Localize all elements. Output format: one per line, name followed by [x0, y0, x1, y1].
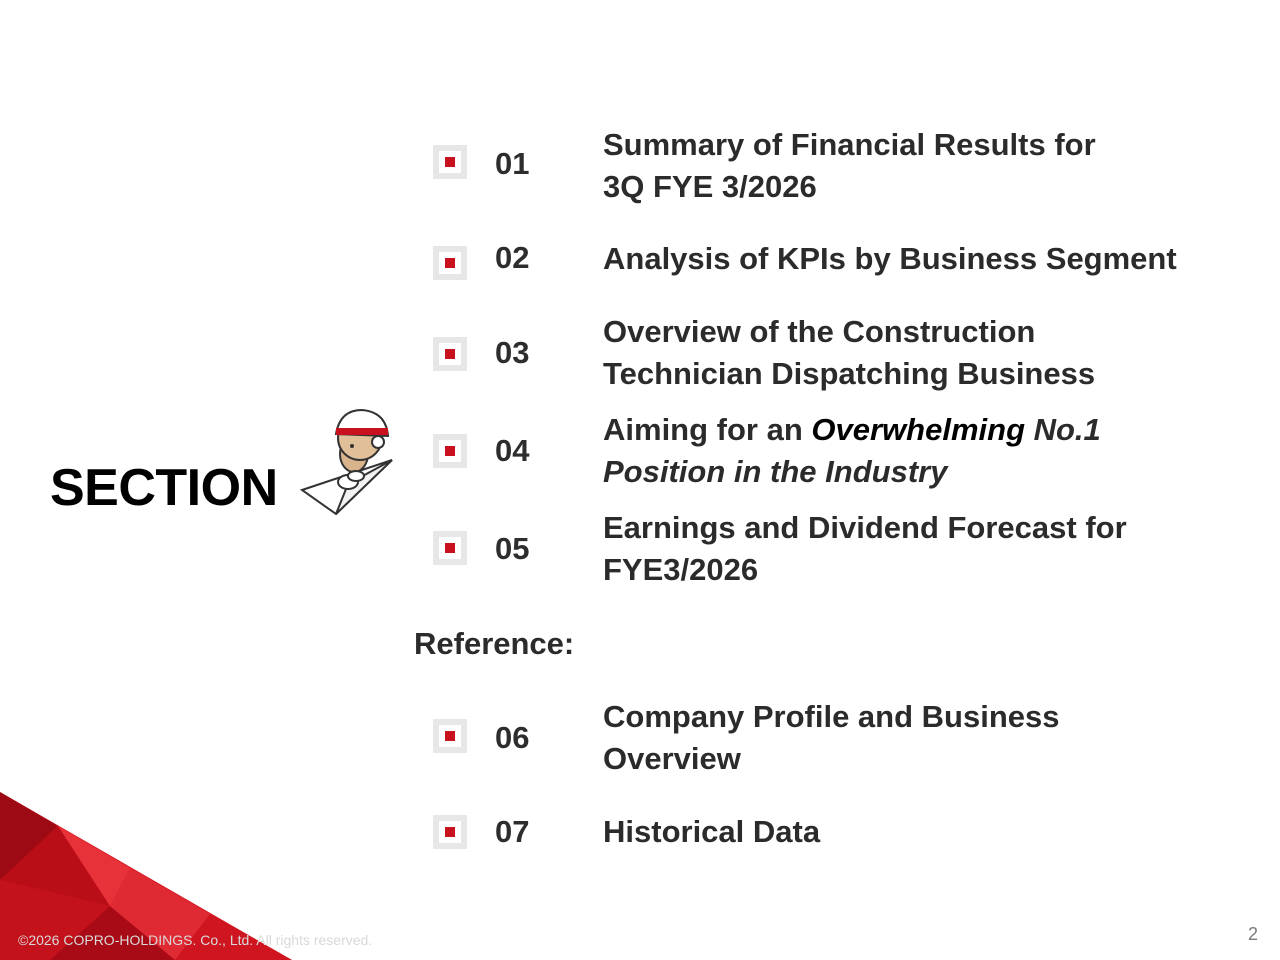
- toc-number: 04: [495, 433, 530, 468]
- toc-title: Analysis of KPIs by Business Segment: [603, 241, 1177, 276]
- square-bullet-icon: [433, 246, 467, 280]
- square-bullet-icon: [433, 145, 467, 179]
- toc-item-05[interactable]: [430, 507, 1260, 591]
- toc-number: 06: [495, 720, 530, 755]
- toc-number: 07: [495, 814, 530, 849]
- toc-title: Summary of Financial Results for 3Q FYE 3/2026: [603, 127, 1096, 204]
- square-bullet-icon: [433, 434, 467, 468]
- toc-item-06[interactable]: [430, 696, 1260, 780]
- toc-number: 02: [495, 240, 530, 275]
- square-bullet-icon: [433, 337, 467, 371]
- toc-title: Overview of the Construction Technician Dispatching Business: [603, 314, 1096, 391]
- copyright-text: ©2026 COPRO-HOLDINGS. Co., Ltd. All rights reserved.: [18, 932, 373, 948]
- toc-number: 05: [495, 531, 530, 566]
- toc-title: Aiming for an Overwhelming No.1 Position in the Industry: [603, 412, 1101, 489]
- toc-title: Earnings and Dividend Forecast for FYE3/2026: [603, 510, 1127, 587]
- page-number: 2: [1248, 924, 1259, 944]
- section-title: SECTION: [50, 459, 278, 517]
- toc-item-02[interactable]: [430, 238, 1260, 280]
- toc-item-04[interactable]: [430, 409, 1260, 493]
- square-bullet-icon: [433, 815, 467, 849]
- square-bullet-icon: [433, 719, 467, 753]
- toc-number: 03: [495, 335, 530, 370]
- toc-number: 01: [495, 146, 530, 181]
- toc-item-03[interactable]: [430, 311, 1260, 395]
- toc-item-07[interactable]: [430, 811, 1260, 853]
- mascot-paper-airplane-icon: [296, 404, 396, 520]
- toc-title: Company Profile and Business Overview: [603, 699, 1060, 776]
- toc-item-01[interactable]: [430, 124, 1260, 208]
- toc-title: Historical Data: [603, 814, 821, 849]
- reference-label: Reference:: [414, 626, 575, 661]
- square-bullet-icon: [433, 531, 467, 565]
